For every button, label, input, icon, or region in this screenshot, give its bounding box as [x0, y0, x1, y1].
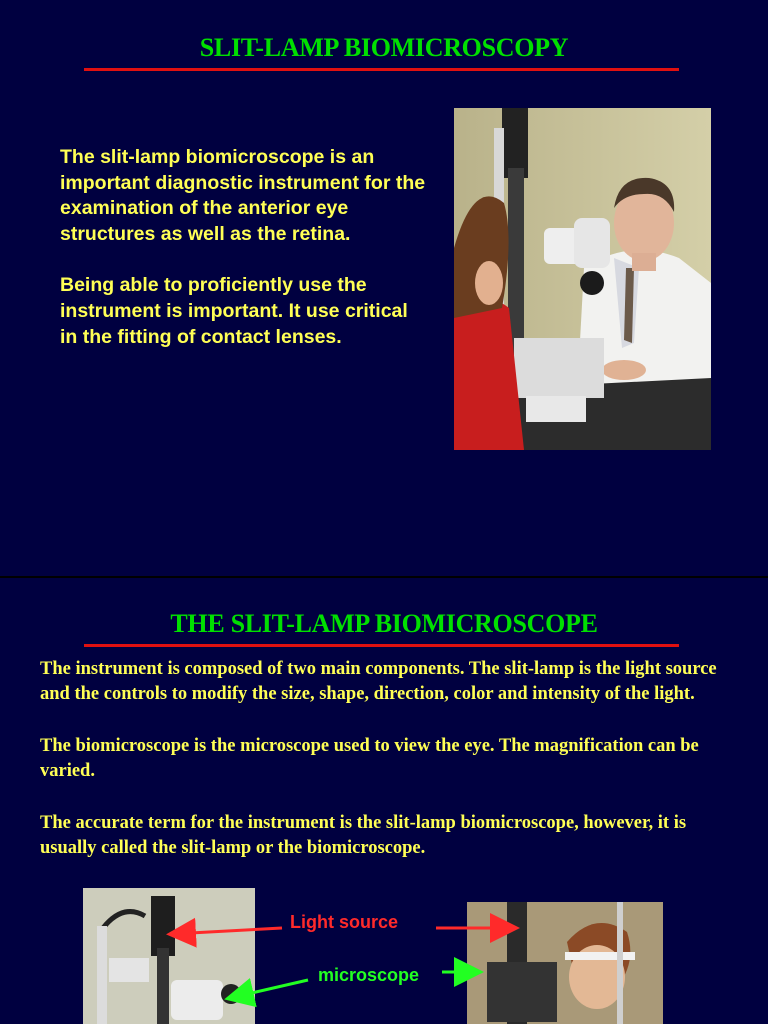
microscope-arrow-left [230, 980, 308, 998]
paragraph: The biomicroscope is the microscope used to view the eye. The magnification can be varied. [40, 735, 699, 782]
slide-2-title: THE SLIT-LAMP BIOMICROSCOPE [170, 609, 598, 638]
light-source-label: Light source [290, 912, 399, 932]
slide-1-body [60, 145, 430, 376]
paragraph: The instrument is composed of two main components. The slit-lamp is the light source and the controls to modify the size, shape, direction, color and intensity of the light. [40, 659, 717, 705]
slit-lamp-exam-photo [454, 108, 711, 450]
paragraph: Being able to proficiently use the instrument is important. It use critical in the fitting of contact lenses. [60, 274, 408, 348]
title-underline [84, 68, 679, 71]
slide-1-title: SLIT-LAMP BIOMICROSCOPY [199, 33, 569, 62]
paragraph: The slit-lamp biomicroscope is an important diagnostic instrument for the examination of the anterior eye structures as well as the retina. [60, 146, 426, 245]
slide-2 [0, 578, 768, 1024]
light-source-arrow-left [172, 928, 282, 934]
callout-arrows [0, 578, 768, 1024]
paragraph: The accurate term for the instrument is the slit-lamp biomicroscope, however, it is usually called the slit-lamp or the biomicroscope. [40, 812, 687, 859]
microscope-label: microscope [318, 965, 420, 985]
